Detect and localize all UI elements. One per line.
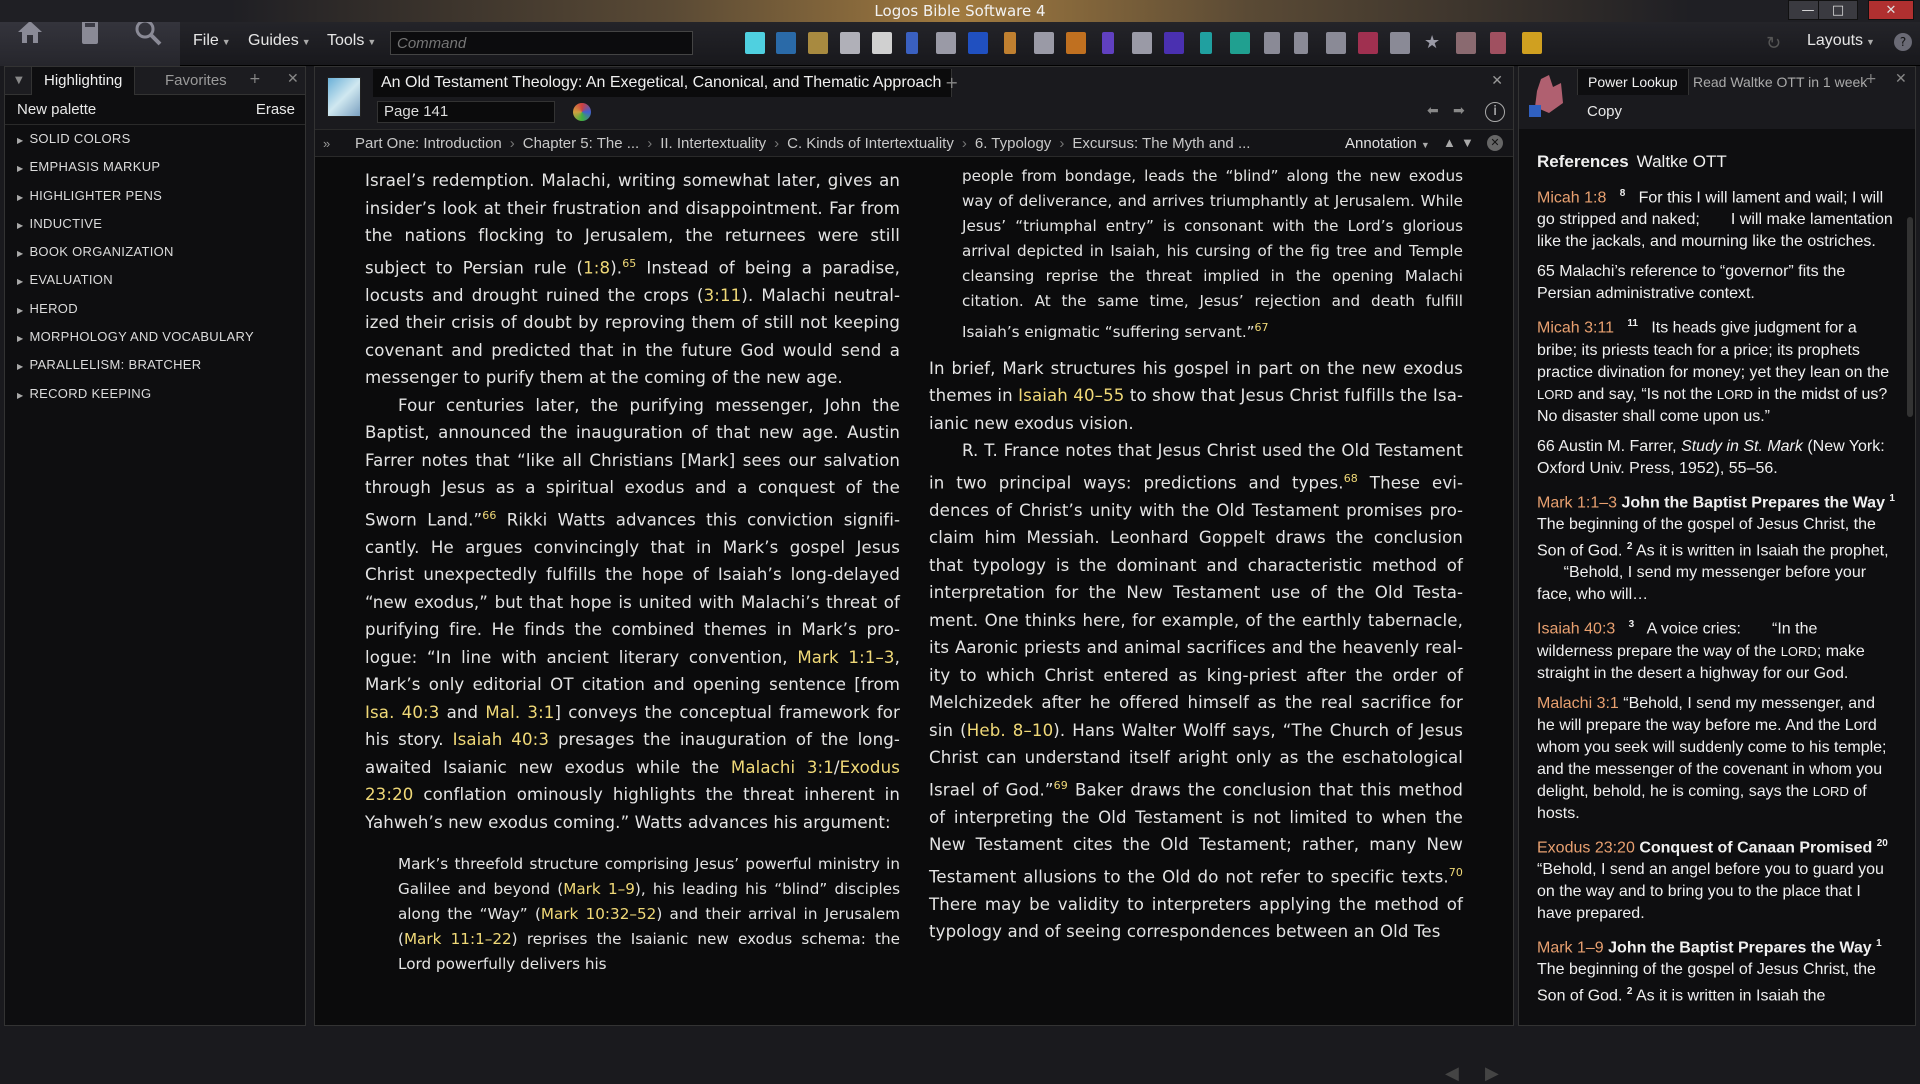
archive-icon[interactable] xyxy=(1456,32,1476,54)
chevron-down-icon: ▼ xyxy=(1866,37,1875,47)
text-column-right xyxy=(929,159,1463,946)
reference-link[interactable]: Micah 3:11 xyxy=(1537,319,1615,337)
breadcrumb-separator-icon: › xyxy=(774,135,780,152)
expand-triangle-icon: ▶ xyxy=(17,305,24,315)
scripture-link[interactable]: 3:11 xyxy=(703,285,742,305)
palette-label: RECORD KEEPING xyxy=(29,385,152,401)
text-column-left xyxy=(365,159,900,978)
scripture-link[interactable]: Isa. 40:3 xyxy=(365,702,440,722)
visual-filters-icon[interactable] xyxy=(573,103,591,121)
palette-item[interactable] xyxy=(5,272,305,300)
reference-link[interactable]: Micah 1:8 xyxy=(1537,189,1607,207)
breadcrumb-item[interactable]: C. Kinds of Intertextuality xyxy=(787,135,954,152)
book-cover-icon[interactable] xyxy=(327,77,361,117)
tab-power-lookup[interactable]: Power Lookup xyxy=(1577,69,1689,95)
references-label: References xyxy=(1537,152,1629,171)
chevron-down-icon: ▼ xyxy=(301,37,311,47)
paragraph: Four centuries later, the purifying messenger, John the Baptist, announced the inauguration of that new age. Austin Farrer notes that “like all Christians [Mark] sees our salvation through Jesus as a spiritual exodus and a conquest of the Sworn Land.”$^{66}$ Rikki Watts advances this conviction significantly. He argues convincingly that in Mark’s gospel Jesus Christ unexpectedly fulfills the hope of Isaiah’s long-delayed “new exodus,” but that hope is united with Malachi’s threat of purifying fire. He finds the combined themes in Mark’s prologue: “In line with ancient literary convention, Mark 1:1–3, Mark’s only editorial OT citation and opening sentence [from Isa. 40:3 and Mal. 3:1] conveys the conceptual framework for his story. Isaiah 40:3 presages the inauguration of the long-awaited Isaianic new exodus while the Malachi 3:1/Exodus 23:20 conflation ominously highlights the threat inherent in Yahweh’s new exodus coming.” Watts advances his argument: xyxy=(365,395,900,832)
chevron-down-icon: ▼ xyxy=(221,37,231,47)
add-tab-icon[interactable]: + xyxy=(1865,71,1877,87)
add-tab-icon[interactable]: + xyxy=(945,73,959,92)
reference-link[interactable]: Mark 1–9 xyxy=(1537,939,1604,957)
references-source: Waltke OTT xyxy=(1636,152,1727,171)
back-arrow-icon[interactable]: ⬅ xyxy=(1427,103,1439,119)
flag-teal-icon[interactable] xyxy=(1230,32,1250,54)
reference-link[interactable]: Exodus 23:20 xyxy=(1537,838,1635,856)
tab-read-waltke[interactable]: Read Waltke OTT in 1 week xyxy=(1693,74,1868,90)
scripture-link[interactable]: Isaiah 40–55 xyxy=(1018,386,1125,406)
close-window-button[interactable]: ✕ xyxy=(1868,0,1914,20)
previous-page-icon[interactable]: ◀ xyxy=(1445,1063,1459,1084)
palette-item[interactable] xyxy=(5,131,305,159)
highlighting-panel xyxy=(4,66,306,1026)
palette-label: BOOK ORGANIZATION xyxy=(29,244,174,260)
expand-triangle-icon: ▶ xyxy=(17,390,24,400)
scripture-link[interactable]: Mark 10:32–52 xyxy=(540,905,657,924)
maximize-button[interactable]: □ xyxy=(1818,0,1858,20)
tab-favorites[interactable]: Favorites xyxy=(165,72,227,89)
app-title: Logos Bible Software 4 xyxy=(0,0,1920,22)
footnote-link[interactable]: 69 xyxy=(1053,778,1068,792)
palette-item[interactable] xyxy=(5,244,305,272)
add-tab-icon[interactable]: + xyxy=(249,71,261,87)
panel-menu-icon[interactable]: ▼ xyxy=(15,75,23,86)
scripture-link[interactable]: Exodus 23:20 xyxy=(365,757,900,805)
block-quote: Mark’s threefold structure comprising Jesus’ powerful ministry in Galilee and beyond (Mark 1–9), his leading his “blind” disciples along the “Way” (Mark 10:32–52) and their arrival in Jerusalem (Mark 11:1–22) reprises the Isaianic new exodus schema: the Lord powerfully delivers his xyxy=(398,855,901,974)
palette-item[interactable] xyxy=(5,159,305,187)
scripture-link[interactable]: Malachi 3:1 xyxy=(730,757,834,777)
minimize-button[interactable]: — xyxy=(1788,0,1828,20)
palette-label: HIGHLIGHTER PENS xyxy=(29,187,163,203)
word-icon[interactable] xyxy=(1522,32,1542,54)
reference-link[interactable]: Malachi 3:1 xyxy=(1537,694,1619,712)
layouts-menu[interactable] xyxy=(1807,32,1875,50)
book-icon[interactable] xyxy=(808,32,828,54)
footnote-link[interactable]: 68 xyxy=(1343,471,1358,485)
expand-triangle-icon: ▶ xyxy=(17,136,24,145)
breadcrumb-item[interactable]: II. Intertextuality xyxy=(660,135,767,152)
palette-label: INDUCTIVE xyxy=(29,215,103,231)
expand-toc-icon[interactable]: » xyxy=(323,136,331,151)
close-annotation-icon[interactable]: ✕ xyxy=(1487,135,1503,151)
palette-label: SOLID COLORS xyxy=(29,131,131,146)
palette-label: HEROD xyxy=(29,300,78,316)
sync-icon[interactable]: ↻ xyxy=(1766,33,1782,54)
erase-button[interactable]: Erase xyxy=(255,101,295,118)
x-box-icon[interactable] xyxy=(872,32,892,54)
prayer-list-icon[interactable] xyxy=(1490,32,1506,54)
layout-grid-icon[interactable] xyxy=(936,32,956,54)
scrollbar[interactable] xyxy=(1907,217,1913,417)
palette-toolbar xyxy=(5,95,305,125)
breadcrumb-item[interactable]: Chapter 5: The ... xyxy=(522,135,640,152)
scripture-link[interactable]: Mark 1–9 xyxy=(563,880,635,899)
breadcrumb-separator-icon: › xyxy=(647,135,653,152)
tools-menu[interactable] xyxy=(327,32,376,50)
flag-orange-icon[interactable] xyxy=(1066,32,1086,54)
book-panel-header xyxy=(315,67,1513,129)
left-panel-tabs xyxy=(5,67,305,95)
breadcrumb-item[interactable]: 6. Typology xyxy=(974,135,1052,152)
bookmark-icon[interactable] xyxy=(906,32,918,54)
highlight-cyan-icon[interactable] xyxy=(745,32,765,54)
footnote-link[interactable]: 67 xyxy=(1254,320,1269,334)
calendar-icon[interactable] xyxy=(840,32,860,54)
document-icon[interactable] xyxy=(1264,32,1280,54)
breadcrumb-separator-icon: › xyxy=(961,135,967,152)
guides-menu[interactable] xyxy=(248,32,311,50)
paragraph: In brief, Mark structures his gospel in part on the new exodus themes in Isaiah 40–55 to show that Jesus Christ fulfills the Isaianic new exodus vision. xyxy=(929,358,1463,433)
file-menu[interactable] xyxy=(193,32,231,50)
reference-entry: Mark 1–9 John the Baptist Prepares the Way $^1$ The beginning of the gospel of Jesus Christ, the Son of God. $^2$ As it is written in Isaiah the xyxy=(1537,937,1882,1005)
book-panel xyxy=(314,66,1514,1084)
scripture-link[interactable]: Mark 1:1–3 xyxy=(797,647,895,667)
palette-item[interactable] xyxy=(5,188,305,216)
layout-grid-icon[interactable] xyxy=(1132,32,1152,54)
annotation-label: Annotation xyxy=(1345,135,1417,152)
footnote-link[interactable]: 65 xyxy=(622,256,637,270)
footnote-entry: 65 Malachi’s reference to “governor” fits the Persian administrative context. xyxy=(1537,263,1846,303)
breadcrumb-separator-icon: › xyxy=(509,135,515,152)
references-heading xyxy=(1537,151,1897,173)
footnote-link[interactable]: 70 xyxy=(1448,865,1463,879)
notes-icon[interactable] xyxy=(1294,32,1308,54)
breadcrumb xyxy=(315,129,1513,157)
chevron-down-icon: ▼ xyxy=(1420,140,1430,150)
block-quote: people from bondage, leads the “blind” along the new exodus way of deliverance, and arrives triumphantly at Jerusalem. While Jesus’ “triumphal entry” is consonant with the Lord’s glorious arrival depicted in Isaiah, his cursing of the fig tree and Temple cleansing reprise the threat implied in the opening Malachi citation. At the same time, Jesus’ rejection and death fulfill Isaiah’s enigmatic “suffering servant.”$^{67}$ xyxy=(962,167,1463,341)
guides-menu-label: Guides xyxy=(248,32,299,49)
file-menu-label: File xyxy=(193,32,219,49)
reference-entry: Exodus 23:20 Conquest of Canaan Promised $^{20}$ “Behold, I send an angel before you to guard you on the way and to bring you to the place that I have prepared. xyxy=(1537,837,1888,922)
palette-item[interactable] xyxy=(5,386,305,414)
expand-triangle-icon: ▶ xyxy=(17,164,24,174)
expand-triangle-icon: ▶ xyxy=(17,277,24,287)
breadcrumb-item[interactable]: Part One: Introduction xyxy=(355,135,502,152)
reference-entry: Micah 3:11 $^{11}$ Its heads give judgment for a bribe; its priests teach for a price; its prophets practice divination for money; yet they lean on the LORD and say, “Is not the LORD in the midst of us? No disaster shall come upon us.” xyxy=(1537,318,1890,425)
scripture-link[interactable]: Mal. 3:1 xyxy=(485,702,555,722)
tools-menu-label: Tools xyxy=(327,32,365,49)
expand-triangle-icon: ▶ xyxy=(17,192,24,202)
expand-triangle-icon: ▶ xyxy=(17,362,24,372)
camera-icon[interactable] xyxy=(1326,32,1346,54)
reference-entry: Mark 1:1–3 John the Baptist Prepares the Way $^1$ The beginning of the gospel of Jesus Christ, the Son of God. $^2$ As it is written in Isaiah the prophet, “Behold, I send my messenger before your face, who will… xyxy=(1537,492,1895,604)
breadcrumb-separator-icon: › xyxy=(1059,135,1065,152)
bookmark-purple-icon[interactable] xyxy=(1102,32,1114,54)
help-icon[interactable]: ? xyxy=(1894,33,1912,51)
command-input[interactable] xyxy=(390,31,693,55)
palette-item[interactable] xyxy=(5,329,305,357)
palette-label: PARALLELISM: BRATCHER xyxy=(29,357,202,373)
scripture-link[interactable]: Mark 11:1–22 xyxy=(403,930,512,949)
reference-entry: Isaiah 40:3 $^3$ A voice cries: “In the wilderness prepare the way of the LORD; make straight in the desert a highway for our God. xyxy=(1537,619,1865,682)
clipboard-icon[interactable] xyxy=(1358,32,1378,54)
breadcrumb-item[interactable]: Excursus: The Myth and ... xyxy=(1072,135,1251,152)
scripture-link[interactable]: Isaiah 40:3 xyxy=(452,730,550,750)
palette-item[interactable] xyxy=(5,301,305,329)
tab-highlighting[interactable]: Highlighting xyxy=(31,67,135,95)
next-page-icon[interactable]: ▶ xyxy=(1485,1063,1499,1084)
sync-link-icon[interactable] xyxy=(1390,32,1410,54)
paragraph: R. T. France notes that Jesus Christ used the Old Testament in two principal ways: predictions and types.$^{68}$ These evidences of Christ’s unity with the Old Testament promises proclaim him Messiah. Leonhard Goppelt draws the conclusion that typology is the dominant and characteristic method of interpretation for the New Testament use of the Old Testament. One thinks here, for example, of the earthly tabernacle, its Aaronic priests and animal sacrifices and the heavenly reality to which Christ entered as king-priest after the order of Melchizedek after he offered himself as the real sacrifice for sin (Heb. 8–10). Hans Walter Wolff says, “The Church of Jesus Christ can understand itself aright only as the eschatological Israel of God.”$^{69}$ Baker draws the conclusion that this method of interpreting the Old Testament is not limited to when the New Testament cites the Old Testament; rather, many New Testament allusions to the Old do not refer to specific texts.$^{70}$ There may be validity to interpreters applying the method of typology and of seeing correspondences between an Old Tes xyxy=(929,441,1464,942)
page-reference-input[interactable]: Page 141 xyxy=(377,101,555,123)
power-lookup-header xyxy=(1519,67,1915,129)
title-bar xyxy=(0,0,1920,66)
close-panel-icon[interactable]: ✕ xyxy=(1491,73,1503,89)
reference-entry: Malachi 3:1 “Behold, I send my messenger, and he will prepare the way before me. And the Lord whom you seek will suddenly come to his temple; and the messenger of the covenant in whom you delight, behold, he is coming, says the LORD of hosts. xyxy=(1537,694,1887,822)
power-lookup-icon[interactable] xyxy=(1527,73,1567,121)
palette-item[interactable] xyxy=(5,357,305,385)
paragraph: Israel’s redemption. Malachi, writing somewhat later, gives an insider’s look at their frustration and disappointment. Far from the nations flocking to Jerusalem, the returnees were still subject to Persian rule (1:8).$^{65}$ Instead of being a paradise, locusts and drought ruined the crops (3:11). Malachi neutralized their crisis of doubt by reproving them of still not keeping covenant and predicted that in the future God would send a messenger to purify them at the coming of the new age. xyxy=(365,171,901,388)
layout-grid-icon[interactable] xyxy=(1034,32,1054,54)
scripture-link[interactable]: 1:8 xyxy=(583,258,611,278)
down-arrow-icon[interactable]: ▼ xyxy=(1461,135,1474,150)
footnote-entry: 66 Austin M. Farrer, Study in St. Mark (New York: Oxford Univ. Press, 1952), 55–56. xyxy=(1537,437,1885,477)
new-palette-button[interactable]: New palette xyxy=(17,101,97,118)
forward-arrow-icon[interactable]: ➡ xyxy=(1453,103,1465,119)
expand-triangle-icon: ▶ xyxy=(17,249,24,259)
palette-label: MORPHOLOGY AND VOCABULARY xyxy=(29,329,254,345)
book-title-tab[interactable]: An Old Testament Theology: An Exegetical, Canonical, and Thematic Approach xyxy=(373,69,952,97)
reference-list xyxy=(1537,151,1897,1016)
reference-entry: Micah 1:8 $^8$ For this I will lament and wail; I will go stripped and naked; I will make lamentation like the jackals, and mourning like the ostriches. xyxy=(1537,188,1893,251)
close-panel-icon[interactable]: ✕ xyxy=(1895,71,1907,87)
flag-blue-icon[interactable] xyxy=(968,32,988,54)
chevron-down-icon: ▼ xyxy=(367,37,377,47)
palette-item[interactable] xyxy=(5,216,305,244)
footnote-link[interactable]: 66 xyxy=(482,508,497,522)
scripture-link[interactable]: Heb. 8–10 xyxy=(966,720,1054,740)
passage-guide-icon[interactable] xyxy=(776,32,796,54)
bookmark-orange-icon[interactable] xyxy=(1004,32,1016,54)
close-panel-icon[interactable]: ✕ xyxy=(287,71,299,87)
power-lookup-panel xyxy=(1518,66,1916,1026)
flag-purple-icon[interactable] xyxy=(1164,32,1184,54)
layouts-label: Layouts xyxy=(1807,32,1864,49)
annotation-dropdown[interactable] xyxy=(1345,135,1430,152)
book-reader xyxy=(315,159,1513,1084)
reference-link[interactable]: Isaiah 40:3 xyxy=(1537,620,1616,638)
bookmark-teal-icon[interactable] xyxy=(1200,32,1212,54)
palette-label: EVALUATION xyxy=(29,272,113,288)
expand-triangle-icon: ▶ xyxy=(17,220,24,230)
info-icon[interactable]: i xyxy=(1485,102,1505,122)
palette-list xyxy=(5,125,305,414)
copy-button[interactable]: Copy xyxy=(1587,103,1623,120)
palette-label: EMPHASIS MARKUP xyxy=(29,159,161,175)
star-icon[interactable]: ★ xyxy=(1424,32,1441,53)
expand-triangle-icon: ▶ xyxy=(17,334,24,344)
breadcrumb-trail xyxy=(355,135,1250,152)
reference-link[interactable]: Mark 1:1–3 xyxy=(1537,493,1618,511)
up-arrow-icon[interactable]: ▲ xyxy=(1443,135,1456,150)
